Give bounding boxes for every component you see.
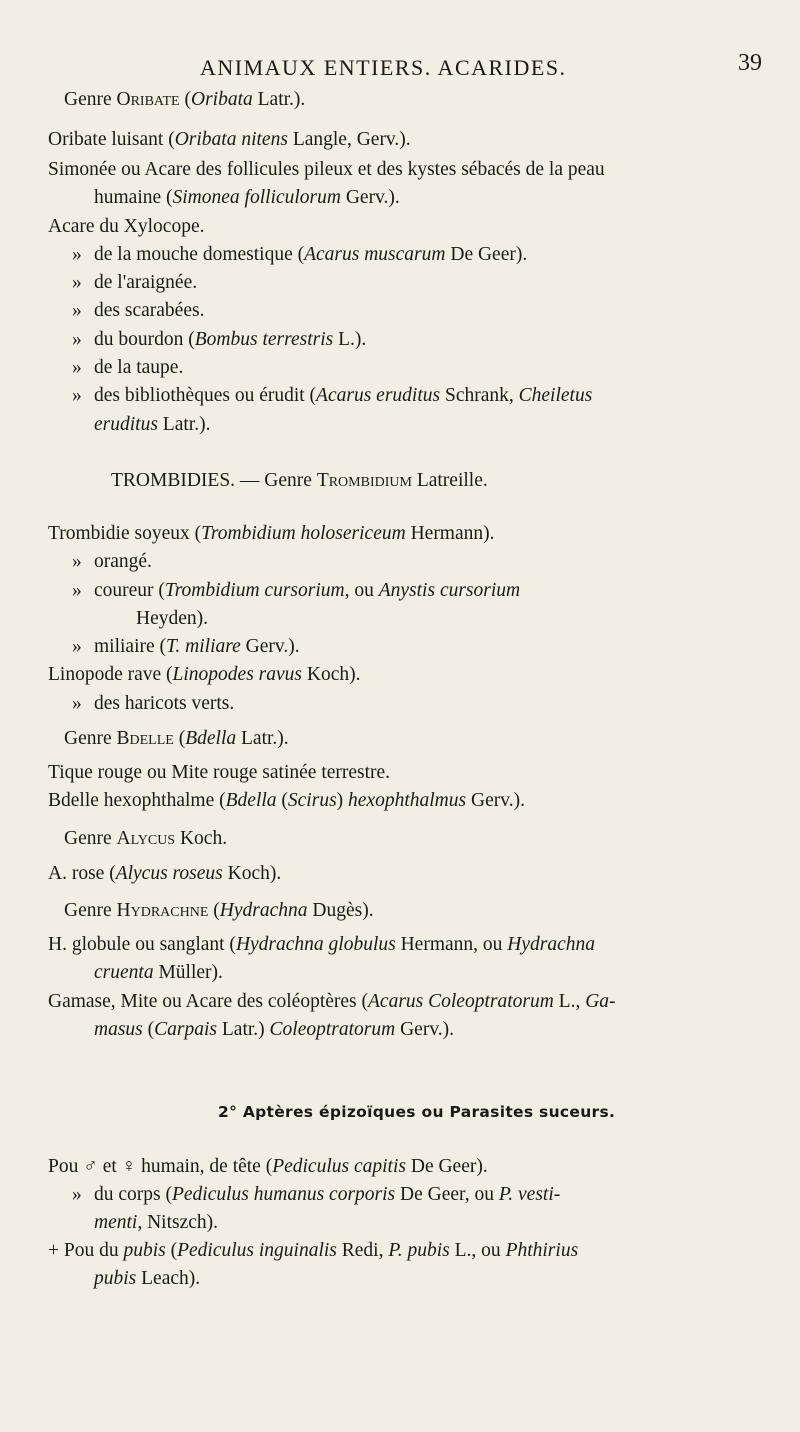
entry-continuation: Heyden). [136, 608, 209, 629]
genre-heading-alycus: Genre Alycus Koch. [64, 828, 228, 849]
entry-line: Pou ♂ et ♀ humain, de tête (Pediculus capitis De Geer). [48, 1156, 488, 1177]
entry-continuation: pubis Leach). [94, 1268, 201, 1289]
entry-continuation: masus (Carpais Latr.) Coleoptratorum Gerv.). [94, 1019, 455, 1040]
entry-ditto: » du bourdon (Bombus terrestris L.). [72, 329, 367, 350]
entry-line: Simonée ou Acare des follicules pileux et des kystes sébacés de la peau [48, 159, 605, 180]
entry-ditto: » du corps (Pediculus humanus corporis De Geer, ou P. vesti- [72, 1184, 561, 1205]
entry-line: Bdelle hexophthalme (Bdella (Scirus) hexophthalmus Gerv.). [48, 790, 525, 811]
entry-continuation: cruenta Müller). [94, 962, 223, 983]
entry-ditto: » coureur (Trombidium cursorium, ou Anystis cursorium [72, 580, 521, 601]
section-heading-apteres: 2° Aptères épizoïques ou Parasites suceurs. [218, 1103, 616, 1121]
entry-ditto: » miliaire (T. miliare Gerv.). [72, 636, 300, 657]
entry-line: Linopode rave (Linopodes ravus Koch). [48, 664, 361, 685]
entry-ditto: » orangé. [72, 551, 152, 572]
entry-line: Tique rouge ou Mite rouge satinée terrestre. [48, 762, 391, 783]
entry-ditto: » des scarabées. [72, 300, 205, 321]
entry-ditto: » de l'araignée. [72, 272, 198, 293]
entry-line: Oribate luisant (Oribata nitens Langle, Gerv.). [48, 129, 411, 150]
entry-continuation: humaine (Simonea folliculorum Gerv.). [94, 187, 400, 208]
entry-continuation: eruditus Latr.). [94, 414, 211, 435]
entry-ditto: » de la mouche domestique (Acarus muscarum De Geer). [72, 244, 528, 265]
genre-heading-bdelle: Genre Bdelle (Bdella Latr.). [64, 728, 289, 749]
section-heading-trombidies: TROMBIDIES. — Genre Trombidium Latreille. [111, 470, 488, 491]
entry-line: Gamase, Mite ou Acare des coléoptères (Acarus Coleoptratorum L., Ga- [48, 991, 616, 1012]
entry-line: + Pou du pubis (Pediculus inguinalis Redi, P. pubis L., ou Phthirius [48, 1240, 579, 1261]
entry-ditto: » des haricots verts. [72, 693, 235, 714]
genre-heading-hydrachne: Genre Hydrachne (Hydrachna Dugès). [64, 900, 374, 921]
genre-heading-oribate: Genre Oribate (Oribata Latr.). [64, 89, 306, 110]
entry-ditto: » de la taupe. [72, 357, 184, 378]
entry-line: Acare du Xylocope. [48, 216, 205, 237]
page-number: 39 [738, 50, 762, 76]
entry-line: H. globule ou sanglant (Hydrachna globulus Hermann, ou Hydrachna [48, 934, 596, 955]
running-header: ANIMAUX ENTIERS. ACARIDES. [200, 55, 567, 80]
entry-line: A. rose (Alycus roseus Koch). [48, 863, 282, 884]
entry-line: Trombidie soyeux (Trombidium holosericeum Hermann). [48, 523, 495, 544]
entry-continuation: menti, Nitszch). [94, 1212, 219, 1233]
entry-ditto: » des bibliothèques ou érudit (Acarus eruditus Schrank, Cheiletus [72, 385, 593, 406]
